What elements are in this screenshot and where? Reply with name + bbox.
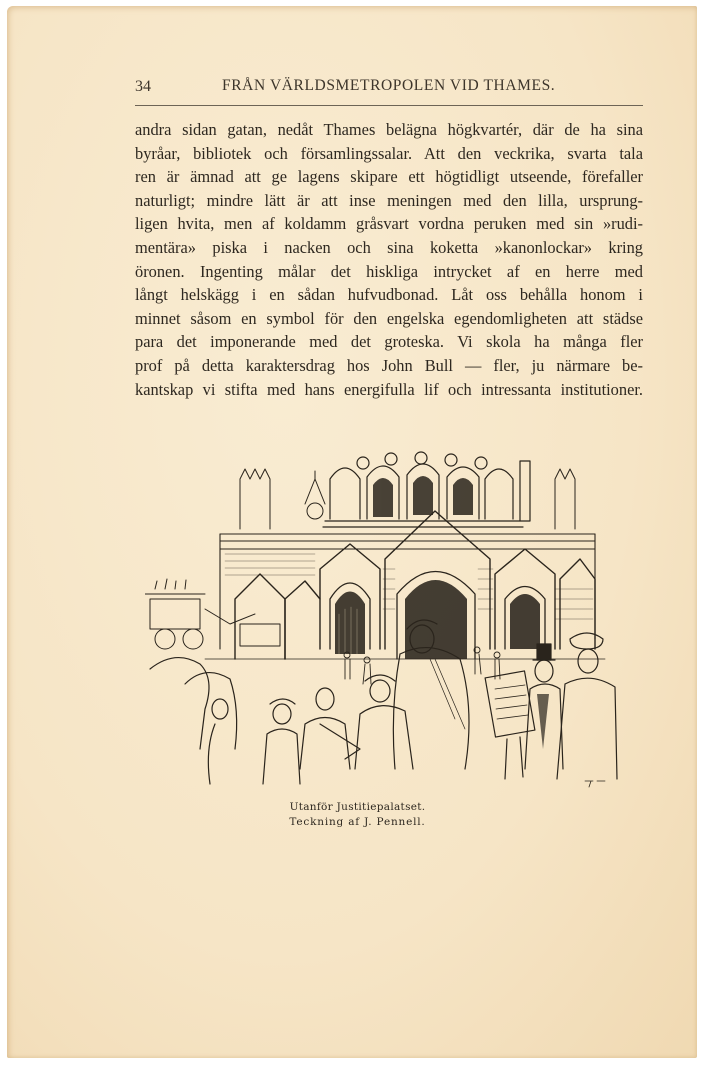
text-line: byråar, bibliotek och församlingssalar. Att den veckrika, svarta tala [135, 143, 643, 163]
figure-caption-credit: Teckning af J. Pennell. [289, 816, 426, 828]
text-line: kantskap vi stifta med hans energifulla lif och intressanta institutioner. [135, 379, 643, 399]
body-paragraph [135, 118, 643, 401]
text-line: para det imponerande med det groteska. Vi skola ha många fler [135, 332, 643, 352]
running-head: FRÅN VÄRLDSMETROPOLEN VID THAMES. [222, 77, 556, 94]
text-line: prof på detta karaktersdrag hos John Bull — fler, ju närmare be- [135, 355, 643, 375]
text-line: öronen. Ingenting målar det hiskliga intrycket af en herre med [135, 261, 643, 281]
page-number: 34 [135, 78, 151, 95]
text-line: ren är ämnad att ge lagens skipare ett högtidligt utseende, förefaller [135, 167, 643, 187]
header-rule [135, 105, 643, 106]
figure-caption-title: Utanför Justitiepalatset. [289, 801, 426, 813]
text-line: långt helskägg i en sådan hufvudbonad. Låt oss behålla honom i [135, 285, 643, 305]
text-line: ligen hvita, men af koldamm gråsvart vordna peruken med sin »rudi- [135, 214, 643, 234]
text-line: minnet såsom en symbol för den engelska egendomligheten att städse [135, 308, 643, 328]
book-page [7, 6, 697, 1058]
text-line: naturligt; mindre lätt är att inse meningen med den lilla, ursprung- [135, 190, 643, 210]
text-line: mentära» piska i nacken och sina koketta »kanonlockar» kring [135, 237, 643, 257]
text-line: andra sidan gatan, nedåt Thames belägna högkvartér, där de ha sina [135, 120, 643, 139]
illustration-courts-of-justice [145, 449, 621, 789]
